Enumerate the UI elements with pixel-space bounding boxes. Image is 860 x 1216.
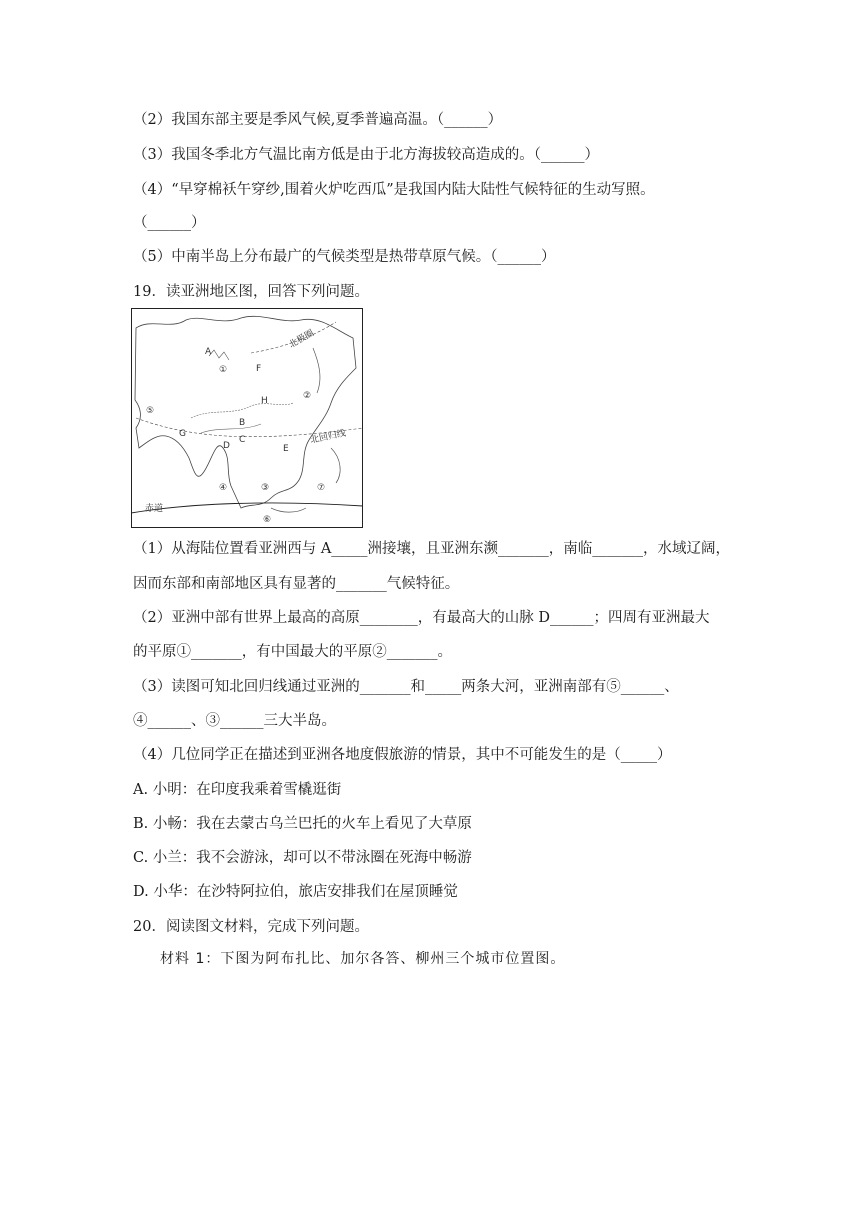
map-number-5: ⑤ [146,406,155,416]
question-18-item-4: （4）“早穿棉袄午穿纱,围着火炉吃西瓜”是我国内陆大陆性气候特征的生动写照。 [133,182,655,198]
question-19-part-3-cont: ④______、③______三大半岛。 [133,713,336,729]
tropic-of-cancer-label: 北回归线 [309,428,347,446]
map-letter-c: C [239,435,246,445]
question-19-part-2-cont: 的平原①_______，有中国最大的平原②_______。 [133,644,452,660]
map-number-4: ④ [219,483,228,493]
question-18-item-5: （5）中南半岛上分布最广的气候类型是热带草原气候。（______） [133,249,556,265]
map-number-6: ⑥ [263,515,272,525]
map-letter-b: B [239,418,246,428]
map-letter-h: H [261,396,268,406]
option-a: A. 小明：在印度我乘着雪橇逛街 [133,782,342,798]
question-18-item-3: （3）我国冬季北方气温比南方低是由于北方海拔较高造成的。（______） [133,147,599,163]
question-19-part-3: （3）读图可知北回归线通过亚洲的_______和_____两条大河，亚洲南部有⑤______、 [133,679,679,695]
question-20-title: 20．阅读图文材料，完成下列问题。 [133,919,369,935]
question-19-part-4: （4）几位同学正在描述到亚洲各地度假旅游的情景，其中不可能发生的是（_____） [133,747,672,763]
option-b: B. 小畅：我在去蒙古乌兰巴托的火车上看见了大草原 [133,816,472,832]
map-number-1: ① [219,365,228,375]
map-letter-e: E [283,444,289,454]
question-18-item-4-blank: （______） [133,215,206,231]
map-letter-f: F [256,364,262,374]
question-18-item-2: （2）我国东部主要是季风气候,夏季普遍高温。（______） [133,112,503,128]
map-letter-d: D [223,441,230,451]
map-letter-a: A [205,347,212,357]
material-1-text: 材料 1：下图为阿布扎比、加尔各答、柳州三个城市位置图。 [160,951,566,967]
question-19-part-1: （1）从海陆位置看亚洲西与 A_____洲接壤，且亚洲东濒_______，南临_______，水域辽阔， [133,541,731,557]
arctic-circle-label: 北极圈 [287,328,316,351]
asia-map [131,308,363,528]
option-d: D. 小华：在沙特阿拉伯，旅店安排我们在屋顶睡觉 [133,884,458,900]
question-19-title: 19．读亚洲地区图，回答下列问题。 [133,284,369,300]
equator-label: 赤道 [145,504,164,514]
option-c: C. 小兰：我不会游泳，却可以不带泳圈在死海中畅游 [133,850,472,866]
map-letter-g: G [179,429,186,439]
map-number-7: ⑦ [317,483,326,493]
question-19-part-2: （2）亚洲中部有世界上最高的高原________，有最高大的山脉 D______；四周有亚洲最大 [133,610,710,626]
question-19-part-1-cont: 因而东部和南部地区具有显著的_______气候特征。 [133,576,460,592]
map-number-2: ② [303,391,312,401]
map-number-3: ③ [261,483,270,493]
